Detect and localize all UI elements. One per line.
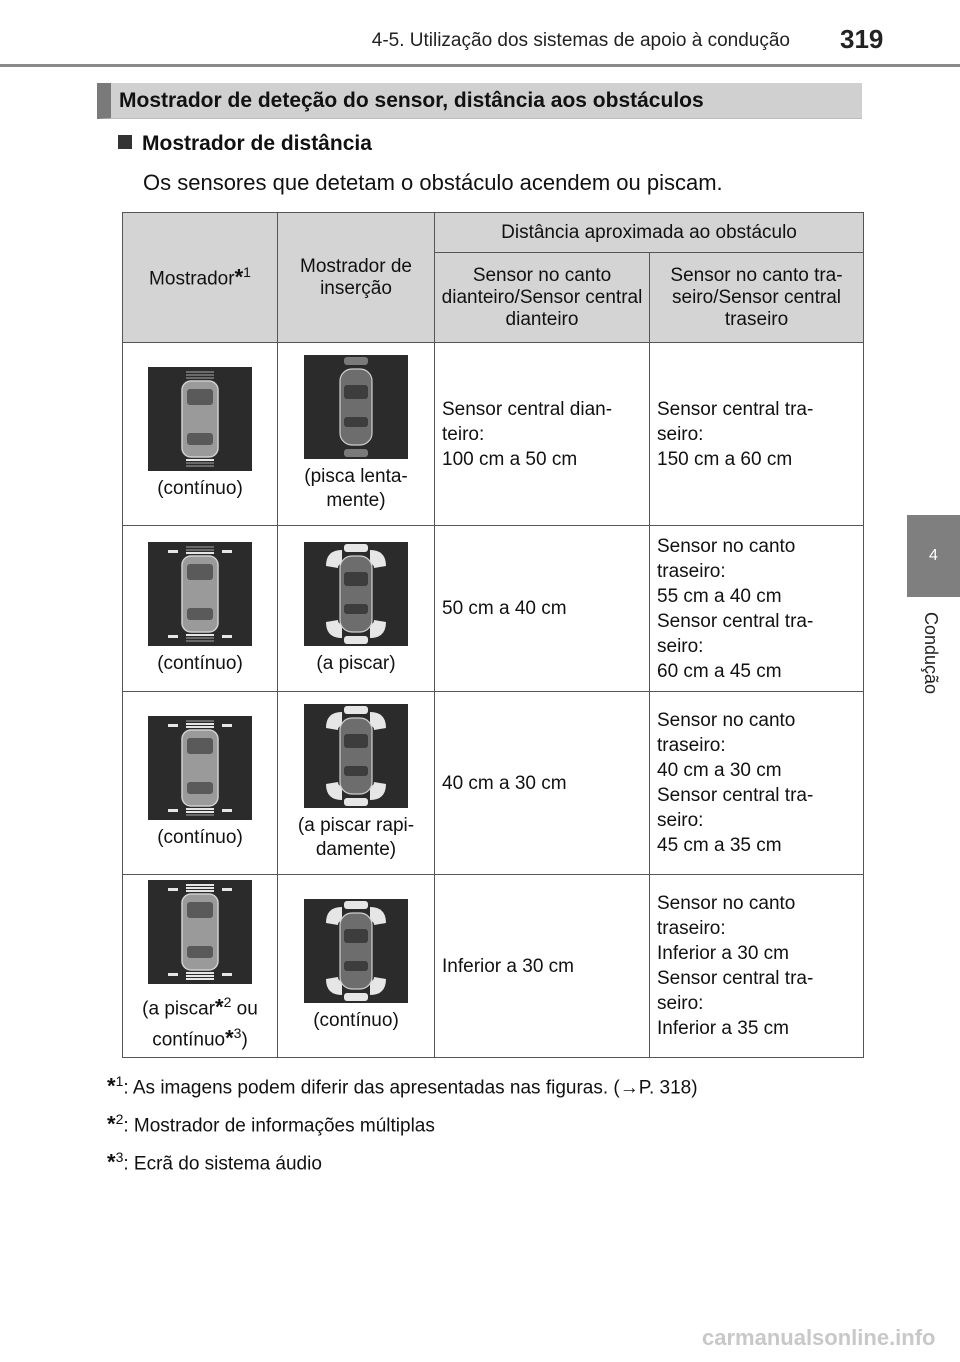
car-windshield-icon [344,572,368,586]
insert-cell [278,343,435,526]
rear-line: traseiro: [657,735,726,756]
rear-sensor-segment [186,465,214,467]
header-section-title: 4-5. Utilização dos sistemas de apoio à condução [371,30,790,51]
rear-corner-sensor-segment [222,635,232,638]
rear-sensor-segment [186,459,214,461]
display-caption: (contínuo) [157,827,243,848]
rear-line: Sensor no canto [657,893,796,914]
car-windshield-icon [187,738,213,754]
rear-corner-sensor-segment [222,809,232,812]
header-display-ref: 1 [243,264,251,281]
car-windshield-icon [187,902,213,918]
rear-sensor-segment [186,634,214,636]
car-rear-window-icon [344,417,368,427]
suv-display-image [148,542,252,646]
insert-caption: (contínuo) [313,1010,399,1031]
table-row [123,526,864,692]
suv-display-image [148,367,252,471]
front-sensor-segment [186,377,214,379]
table-row [123,875,864,1058]
suv-display-image [148,880,252,984]
subheading-text: Mostrador de distância [142,132,372,155]
sedan-insert-image [304,899,408,1003]
insert-caption: (a piscar rapi-damente) [297,815,415,860]
front-sensor-segment [186,726,214,728]
rear-sensor-segment [186,462,214,464]
rear-center-sensor-zone [344,798,368,806]
section-title-bar [97,83,862,119]
front-sensor-segment [186,549,214,551]
insert-caption: (a piscar) [316,652,396,674]
footnote-ref: 3 [115,1149,124,1165]
car-windshield-icon [344,385,368,399]
rear-line: seiro: [657,810,704,831]
square-bullet-icon [118,135,132,149]
watermark: carmanualsonline.info [702,1325,936,1350]
front-distance-cell [435,875,650,1058]
footnote-item [107,1104,698,1142]
front-sensor-segment [186,552,214,554]
header-display-label: Mostrador [149,268,235,290]
display-cell [123,343,278,526]
car-windshield-icon [187,389,213,405]
insert-cell [278,875,435,1058]
car-windshield-icon [187,564,213,580]
rear-line: 40 cm a 30 cm [657,760,782,781]
rear-center-sensor-zone [344,636,368,644]
front-sensor-segment [186,371,214,373]
rear-corner-sensor-segment [222,973,232,976]
rear-line: Sensor no canto [657,535,796,557]
display-cell [123,526,278,692]
distance-table [122,212,864,1058]
chapter-label: Condução [921,612,941,695]
rear-corner-sensor-segment [168,809,178,812]
rear-corner-sensor-segment [168,973,178,976]
car-body-icon [340,718,372,794]
rear-line: traseiro: [657,918,726,939]
front-sensor-segment [186,887,214,889]
rear-line: Sensor central tra- [657,398,814,420]
car-rear-window-icon [187,608,213,620]
rear-line: Sensor central tra- [657,785,814,806]
sedan-insert-image [304,542,408,646]
front-center-sensor-zone [344,901,368,909]
header-insert-display [278,213,435,343]
rear-distance-cell [650,875,864,1058]
caption-part: ) [241,1029,248,1051]
caption-ref: 3 [233,1025,242,1041]
front-line: Inferior a 30 cm [442,955,574,977]
rear-line: seiro: [657,423,704,445]
rear-line: Sensor no canto [657,710,796,731]
front-line: teiro: [442,423,485,445]
front-corner-sensor-segment [222,724,232,727]
front-corner-sensor-segment [168,724,178,727]
footnote-text: : Mostrador de informações múltiplas [123,1115,435,1137]
car-rear-window-icon [344,604,368,614]
insert-cell [278,692,435,875]
front-line: Sensor central dian- [442,398,613,420]
footnote-item [107,1142,698,1180]
front-line: 50 cm a 40 cm [442,598,567,619]
front-sensor-segment [186,890,214,892]
front-corner-sensor-segment [168,888,178,891]
header-display [123,213,278,343]
front-sensor-segment [186,546,214,548]
rear-corner-sensor-segment [168,635,178,638]
rear-line: 60 cm a 45 cm [657,660,782,682]
chapter-number: 4 [929,547,938,564]
display-cell [123,875,278,1058]
car-body-icon [340,369,372,445]
rear-distance-cell [650,692,864,875]
car-rear-window-icon [187,946,213,958]
footnote-star-icon: * [215,994,224,1019]
header-front-label: Sensor no canto dianteiro/Sensor central dianteiro [441,264,643,330]
suv-display-image [148,716,252,820]
car-rear-window-icon [187,782,213,794]
front-sensor-segment [186,374,214,376]
rear-line: seiro: [657,993,704,1014]
front-sensor-segment [186,723,214,725]
footnote-text: : As imagens podem diferir das apresentadas nas figuras. (→P. 318) [123,1077,698,1099]
front-distance-cell [435,692,650,875]
car-rear-window-icon [187,433,213,445]
rear-distance-cell [650,343,864,526]
rear-line: Sensor central tra- [657,610,814,632]
rear-center-sensor-zone [344,993,368,1001]
car-body-icon [340,556,372,632]
rear-sensor-segment [186,640,214,642]
rear-sensor-segment [186,978,214,980]
caption-part: contínuo [152,1029,226,1051]
caption-ref: 2 [223,993,232,1010]
footnote-item [107,1066,698,1104]
rear-line: 150 cm a 60 cm [657,448,793,470]
rear-sensor-segment [186,637,214,639]
footnote-ref: 2 [115,1111,124,1127]
sedan-insert-image [304,355,408,459]
header-insert-label: Mostrador de inserção [300,255,412,299]
display-caption: (contínuo) [157,478,243,499]
front-center-sensor-zone [344,544,368,552]
header-rear-sensor [650,253,864,343]
rear-line: traseiro: [657,560,726,582]
car-body-icon [340,913,372,989]
rear-sensor-segment [186,814,214,816]
front-distance-cell [435,526,650,692]
table-row [123,343,864,526]
front-center-sensor-zone [344,706,368,714]
front-sensor-segment [186,720,214,722]
header-front-sensor [435,253,650,343]
footnote-ref: 1 [115,1073,124,1089]
caption-part: (a piscar [142,998,216,1019]
section-title: Mostrador de deteção do sensor, distância aos obstáculos [119,89,704,112]
header-rule [0,64,960,67]
rear-line: Inferior a 30 cm [657,943,789,964]
rear-distance-cell [650,526,864,692]
front-corner-sensor-segment [222,550,232,553]
rear-sensor-segment [186,972,214,974]
footnotes [107,1066,698,1180]
page-number: 319 [840,24,884,54]
caption-part: ou [231,998,258,1019]
rear-sensor-segment [186,808,214,810]
rear-line: 55 cm a 40 cm [657,585,782,607]
rear-sensor-segment [186,811,214,813]
footnote-star-icon: * [107,1111,116,1137]
sedan-insert-image [304,704,408,808]
rear-center-sensor-zone [344,449,368,457]
rear-line: Sensor central tra- [657,968,814,989]
table-row [123,692,864,875]
car-rear-window-icon [344,961,368,971]
front-distance-cell [435,343,650,526]
insert-cell [278,526,435,692]
display-cell [123,692,278,875]
intro-text: Os sensores que detetam o obstáculo acendem ou piscam. [143,170,723,195]
display-caption [123,990,277,1053]
header-distance-label: Distância aproximada ao obstáculo [501,221,797,243]
front-line: 40 cm a 30 cm [442,772,567,794]
footnote-star-icon: * [225,1025,234,1051]
car-windshield-icon [344,734,368,748]
insert-caption: (pisca lenta-mente) [304,466,408,511]
front-center-sensor-zone [344,357,368,365]
rear-line: 45 cm a 35 cm [657,835,782,856]
car-rear-window-icon [344,766,368,776]
rear-line: seiro: [657,635,704,657]
footnote-star-icon: * [234,264,244,290]
rear-sensor-segment [186,975,214,977]
header-rear-label: Sensor no canto tra-seiro/Sensor central traseiro [670,264,843,330]
front-corner-sensor-segment [222,888,232,891]
header-distance-group [435,213,864,253]
front-sensor-segment [186,884,214,886]
display-caption: (contínuo) [157,652,243,674]
subheading [118,132,372,156]
front-corner-sensor-segment [168,550,178,553]
footnote-star-icon: * [107,1073,116,1099]
chapter-tab[interactable] [907,515,960,597]
footnote-text: : Ecrã do sistema áudio [123,1153,322,1175]
front-line: 100 cm a 50 cm [442,448,578,470]
footnote-star-icon: * [107,1149,116,1175]
rear-line: Inferior a 35 cm [657,1018,789,1039]
car-windshield-icon [344,929,368,943]
